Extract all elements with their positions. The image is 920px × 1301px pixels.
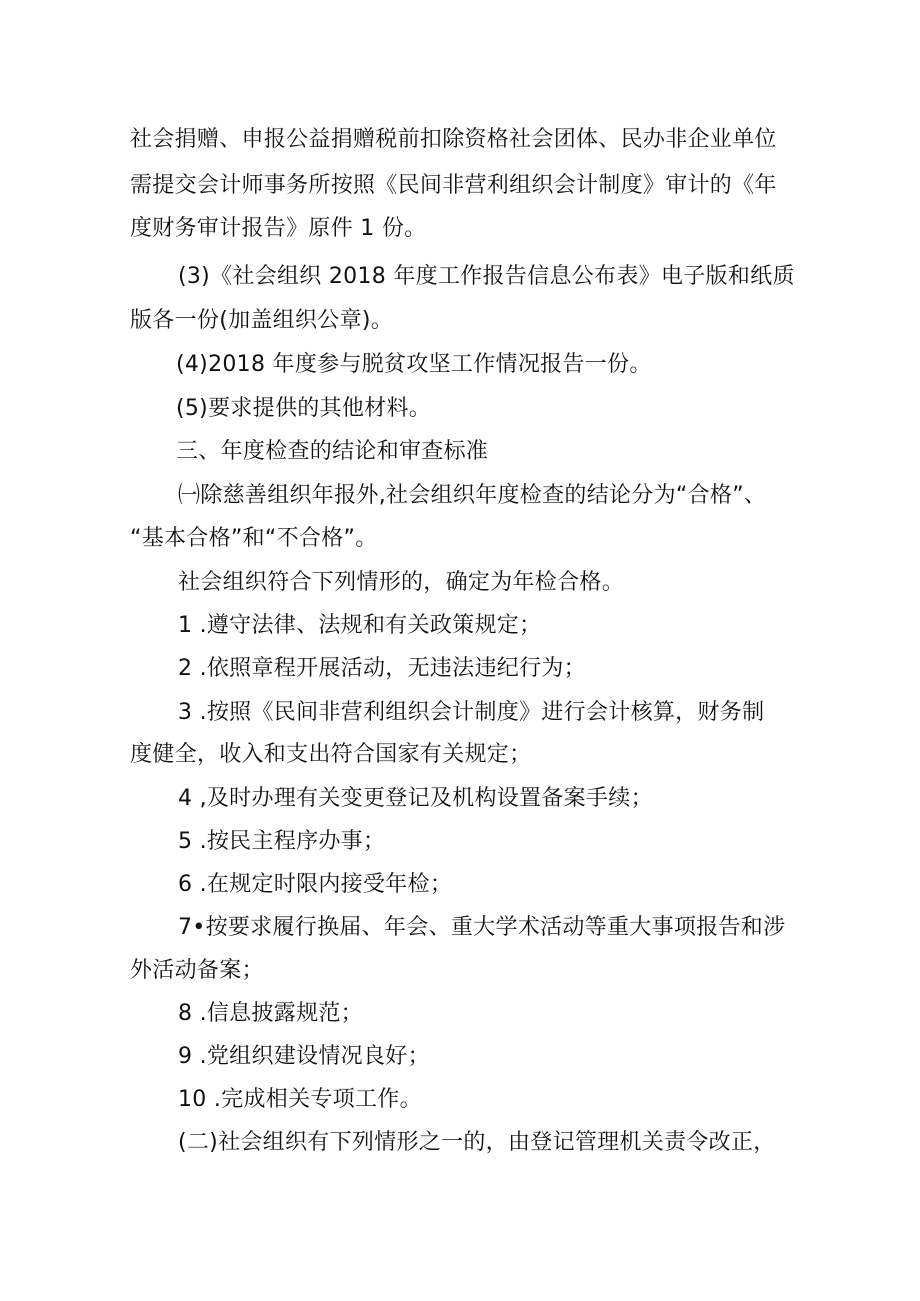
paragraph-line: (二)社会组织有下列情形之一的，由登记管理机关责令改正， xyxy=(178,1130,776,1155)
list-item: 6 .在规定时限内接受年检； xyxy=(178,872,453,897)
paragraph-line: “基本合格”和“不合格”。 xyxy=(130,526,378,551)
list-item: 5 .按民主程序办事； xyxy=(178,829,386,854)
paragraph-line: 需提交会计师事务所按照《民间非营利组织会计制度》审计的《年 xyxy=(130,173,777,198)
paragraph-line: 社会组织符合下列情形的，确定为年检合格。 xyxy=(178,570,625,595)
list-item: 2 .依照章程开展活动，无违法违纪行为； xyxy=(178,656,586,681)
paragraph-line: (3)《社会组织 2018 年度工作报告信息公布表》电子版和纸质 xyxy=(178,264,795,289)
list-item: 9 .党组织建设情况良好； xyxy=(178,1044,430,1069)
paragraph-line: 度健全，收入和支出符合国家有关规定； xyxy=(130,742,532,767)
paragraph-line: 外活动备案； xyxy=(130,958,264,983)
paragraph-line: ㈠除慈善组织年报外,社会组织年度检查的结论分为“合格”、 xyxy=(178,483,767,508)
paragraph-line: (5)要求提供的其他材料。 xyxy=(176,396,432,421)
list-item: 4 ,及时办理有关变更登记及机构设置备案手续； xyxy=(178,786,653,811)
paragraph-line: (4)2018 年度参与脱贫攻坚工作情况报告一份。 xyxy=(176,352,652,377)
list-item: 10 .完成相关专项工作。 xyxy=(178,1087,422,1112)
list-item: 7•按要求履行换届、年会、重大学术活动等重大事项报告和涉 xyxy=(178,915,786,940)
paragraph-line: 社会捐赠、申报公益捐赠税前扣除资格社会团体、民办非企业单位 xyxy=(130,127,777,152)
section-heading: 三、年度检查的结论和审查标准 xyxy=(176,439,489,464)
paragraph-line: 版各一份(加盖组织公章)。 xyxy=(130,308,394,333)
list-item: 3 .按照《民间非营利组织会计制度》进行会计核算，财务制 xyxy=(178,700,765,725)
list-item: 1 .遵守法律、法规和有关政策规定； xyxy=(178,613,542,638)
list-item: 8 .信息披露规范； xyxy=(178,1001,363,1026)
paragraph-line: 度财务审计报告》原件 1 份。 xyxy=(130,216,427,241)
